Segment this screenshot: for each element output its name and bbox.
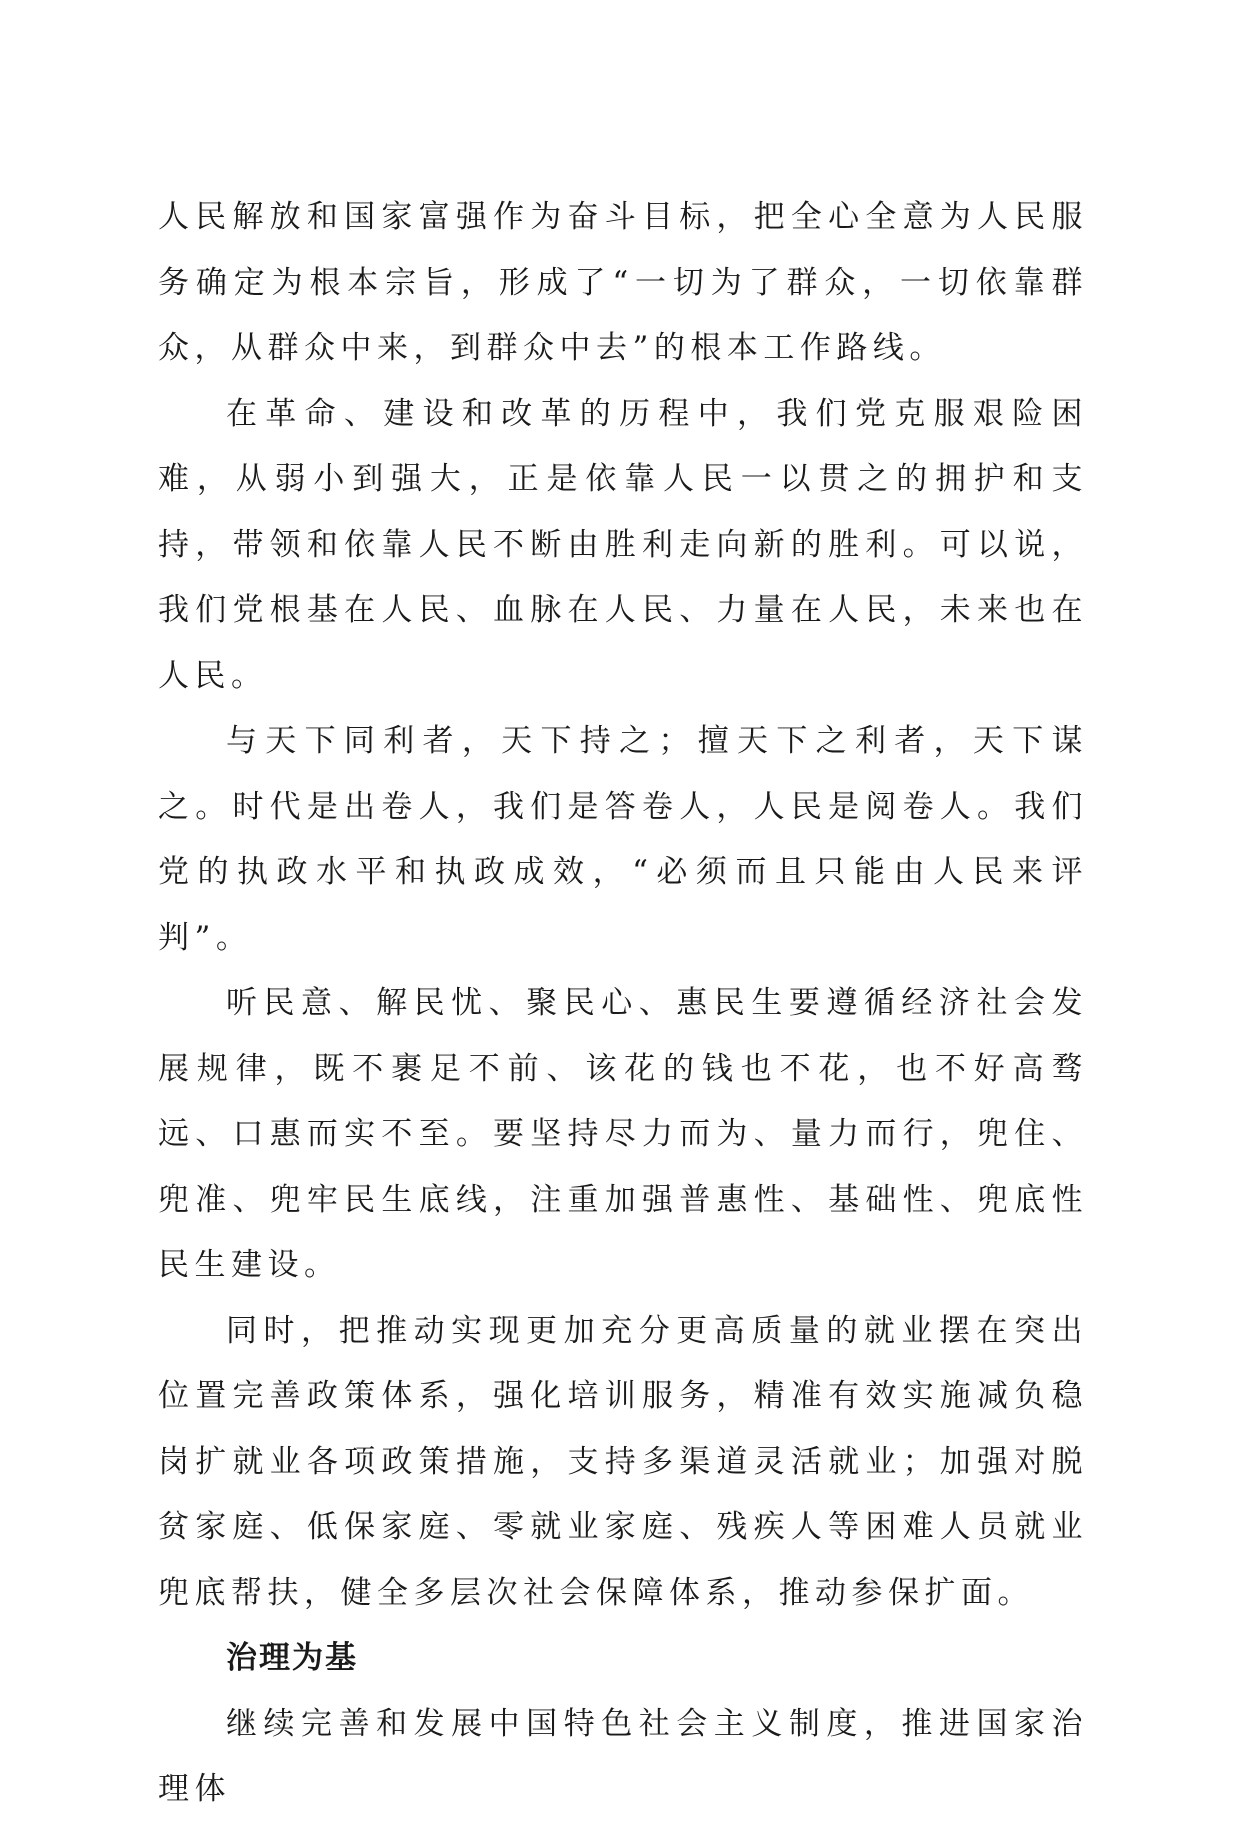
paragraph-employment: 同时，把推动实现更加充分更高质量的就业摆在突出位置完善政策体系，强化培训服务，精准有效实施减负稳岗扩就业各项政策措施，支持多渠道灵活就业；加强对脱贫家庭、低保家庭、零就业家庭、残疾人等困难人员就业兜底帮扶，健全多层次社会保障体系，推动参保扩面。: [158, 1312, 1088, 1611]
paragraph-governance: 继续完善和发展中国特色社会主义制度，推进国家治理体: [158, 1705, 1088, 1807]
paragraph-continuation: 人民解放和国家富强作为奋斗目标，把全心全意为人民服务确定为根本宗旨，形成了“一切为了群众，一切依靠群众，从群众中来，到群众中去”的根本工作路线。: [158, 199, 1088, 366]
paragraph-people-judge: 与天下同利者，天下持之；擅天下之利者，天下谋之。时代是出卷人，我们是答卷人，人民是阅卷人。我们党的执政水平和执政成效，“必须而且只能由人民来评判”。: [158, 723, 1088, 956]
document-body: [158, 185, 1088, 1823]
paragraph-revolution-history: 在革命、建设和改革的历程中，我们党克服艰险困难，从弱小到强大，正是依靠人民一以贯之的拥护和支持，带领和依靠人民不断由胜利走向新的胜利。可以说，我们党根基在人民、血脉在人民、力量在人民，未来也在人民。: [158, 395, 1088, 694]
paragraph-livelihood: 听民意、解民忧、聚民心、惠民生要遵循经济社会发展规律，既不裹足不前、该花的钱也不花，也不好高骛远、口惠而实不至。要坚持尽力而为、量力而行，兜住、兜准、兜牢民生底线，注重加强普惠性、基础性、兜底性民生建设。: [158, 985, 1088, 1283]
section-heading: 治理为基: [226, 1640, 358, 1676]
